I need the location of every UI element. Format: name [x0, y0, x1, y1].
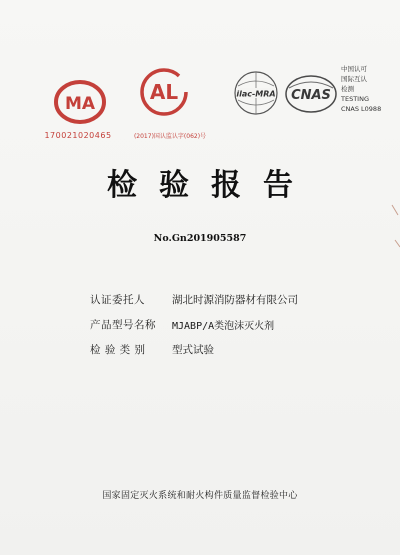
cnas-caption: [341, 64, 381, 114]
svg-text:AL: AL: [149, 80, 179, 104]
info-value: MJABP/A类泡沫灭火剂: [172, 321, 275, 332]
cnas-line: 中国认可: [341, 65, 367, 73]
cma-number: 170021020465: [44, 131, 112, 140]
info-label: 产品型号名称: [90, 319, 156, 331]
cnas-line: CNAS L0988: [341, 105, 382, 113]
info-table: [90, 287, 298, 362]
svg-text:ilac-MRA: ilac-MRA: [236, 89, 276, 99]
cnas-line: 检测: [341, 85, 354, 93]
info-row: [90, 312, 298, 337]
info-label: 检 验 类 别: [90, 344, 146, 356]
svg-text:MA: MA: [64, 94, 96, 114]
cma-logo: [48, 78, 112, 126]
cnas-logo: [285, 74, 337, 114]
info-row: [90, 337, 298, 362]
ilac-mra-logo: [230, 70, 282, 116]
cnas-line: 国际互认: [341, 75, 367, 83]
info-value: 湖北时源消防器材有限公司: [172, 294, 298, 306]
cnas-line: TESTING: [341, 95, 369, 103]
info-value: 型式试验: [172, 344, 214, 356]
info-row: [90, 287, 298, 312]
cal-logo: [138, 66, 190, 118]
svg-text:CNAS: CNAS: [291, 88, 331, 103]
cal-caption: (2017)国认监认字(062)号: [133, 133, 207, 140]
issuing-organization: 国家固定灭火系统和耐火构件质量监督检验中心: [102, 491, 298, 501]
info-label: 认证委托人: [90, 294, 145, 306]
document-title: 检验报告: [107, 168, 315, 203]
report-number: No.Gn201905587: [153, 233, 247, 244]
